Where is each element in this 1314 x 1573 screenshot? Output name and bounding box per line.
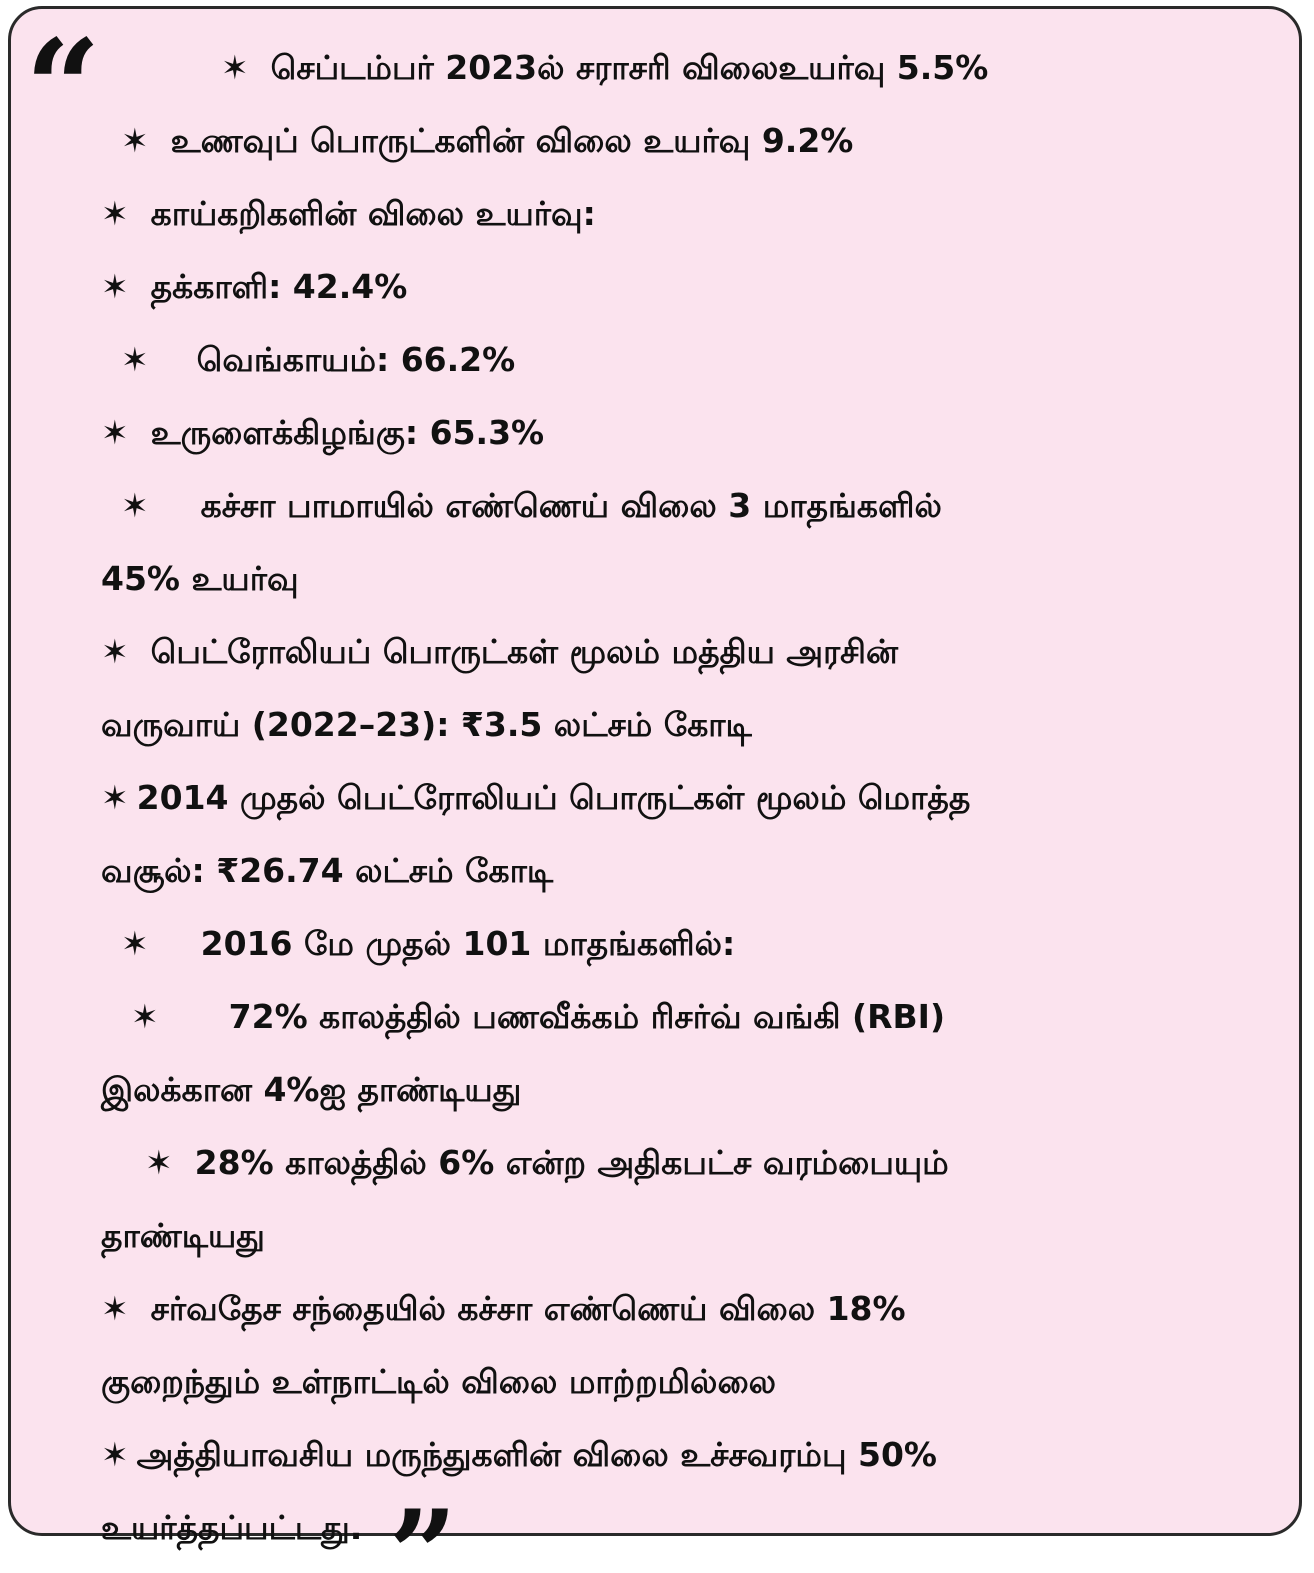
bullet-item-onion: ✶ வெங்காயம்: 66.2% <box>121 340 516 379</box>
bullet-item-vegetable-price-rise: ✶ காய்கறிகளின் விலை உயர்வு: <box>101 194 596 233</box>
star-icon: ✶ <box>101 1435 129 1474</box>
bullet-list <box>101 31 1297 1573</box>
star-icon: ✶ <box>221 48 249 87</box>
star-icon: ✶ <box>121 924 149 963</box>
bullet-item-potato: ✶ உருளைக்கிழங்கு: 65.3% <box>101 413 545 452</box>
star-icon: ✶ <box>131 997 159 1036</box>
close-quote-icon: ” <box>388 1495 458 1573</box>
star-icon: ✶ <box>101 413 129 452</box>
star-icon: ✶ <box>121 340 149 379</box>
star-icon: ✶ <box>101 1289 129 1328</box>
bullet-item-inflation-28: ✶ 28% காலத்தில் 6% என்ற அதிகபட்ச வரம்பையும் <box>145 1143 949 1182</box>
info-box <box>8 6 1302 1573</box>
bullet-item-petroleum-revenue: ✶ பெட்ரோலியப் பொருட்கள் மூலம் மத்திய அரசின் <box>101 632 898 671</box>
bullet-item-medicine-price: ✶ அத்தியாவசிய மருந்துகளின் விலை உச்சவரம்பு 50% <box>101 1435 937 1474</box>
bullet-item-inflation-72: ✶ 72% காலத்தில் பணவீக்கம் ரிசர்வ் வங்கி (RBI) <box>131 997 946 1036</box>
bullet-item-crude-oil: ✶ சர்வதேச சந்தையில் கச்சா எண்ணெய் விலை 18% <box>101 1289 906 1328</box>
bullet-item-tomato: ✶ தக்காளி: 42.4% <box>101 267 408 306</box>
star-icon: ✶ <box>101 267 129 306</box>
star-icon: ✶ <box>121 486 149 525</box>
bullet-item-palm-oil: ✶ கச்சா பாமாயில் எண்ணெய் விலை 3 மாதங்களில் <box>121 486 942 525</box>
bullet-item-food-price-rise: ✶ உணவுப் பொருட்களின் விலை உயர்வு 9.2% <box>121 121 854 160</box>
star-icon: ✶ <box>101 632 129 671</box>
bullet-item-total-collection-cont: வசூல்: ₹26.74 லட்சம் கோடி <box>101 851 554 890</box>
bullet-item-inflation-28-cont: தாண்டியது <box>101 1216 265 1255</box>
bullet-item-palm-oil-cont: 45% உயர்வு <box>101 559 299 598</box>
bullet-item-total-collection: ✶ 2014 முதல் பெட்ரோலியப் பொருட்கள் மூலம் மொத்த <box>101 778 971 817</box>
bullet-item-crude-oil-cont: குறைந்தும் உள்நாட்டில் விலை மாற்றமில்லை <box>101 1362 777 1401</box>
star-icon: ✶ <box>121 121 149 160</box>
bullet-item-medicine-price-cont: உயர்த்தப்பட்டது. ” <box>101 1495 458 1573</box>
star-icon: ✶ <box>101 778 129 817</box>
bullet-item-101-months: ✶ 2016 மே முதல் 101 மாதங்களில்: <box>121 924 736 963</box>
open-quote-icon: “ <box>25 23 101 115</box>
bullet-item-petroleum-revenue-cont: வருவாய் (2022–23): ₹3.5 லட்சம் கோடி <box>101 705 752 744</box>
star-icon: ✶ <box>101 194 129 233</box>
bullet-item-inflation-72-cont: இலக்கான 4%ஐ தாண்டியது <box>101 1070 522 1109</box>
star-icon: ✶ <box>145 1143 173 1182</box>
bullet-item-avg-price-rise: ✶ செப்டம்பர் 2023ல் சராசரி விலைஉயர்வு 5.5% <box>221 48 989 87</box>
